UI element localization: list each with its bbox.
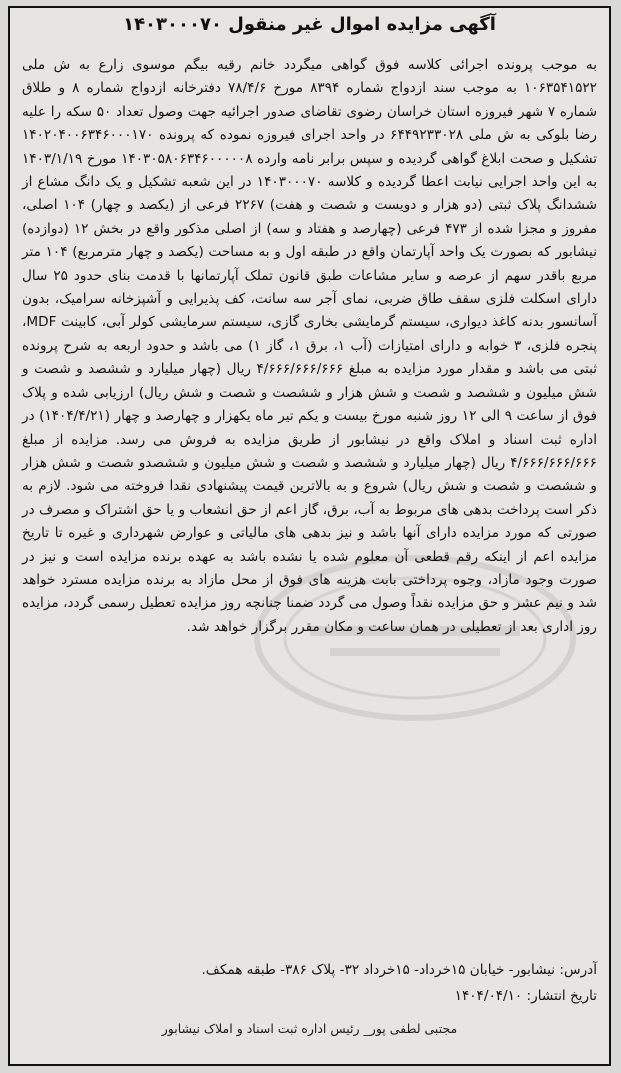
notice-address: آدرس: نیشابور- خیابان ۱۵خرداد- ۱۵خرداد ۳۲- پلاک ۳۸۶- طبقه همکف.	[201, 962, 597, 978]
notice-title: آگهی مزایده اموال غیر منقول ۱۴۰۳۰۰۰۷۰	[123, 14, 496, 35]
signature-line: مجتبی لطفی پور_ رئیس اداره ثبت اسناد و املاک نیشابور	[161, 1021, 458, 1036]
notice-paper	[8, 6, 611, 1066]
publication-date: تاریخ انتشار: ۱۴۰۴/۰۴/۱۰	[454, 988, 597, 1004]
notice-body: به موجب پرونده اجرائی کلاسه فوق گواهی میگردد خانم رقیه بیگم موسوی زارع به ش ملی ۱۰۶۳۵۴۱۵۲۲ به موجب سند ازدواج شماره ۸۳۹۴ مورخ ۷۸/۴/۶ دفترخانه ازدواج شماره ۸ و طلاق شماره ۷ شهر فیروزه استان خراسان رضوی تقاضای صدور اجرائیه جهت وصول تعداد ۵۰ سکه را علیه رضا بلوکی به ش ملی ۶۴۴۹۲۳۳۰۲۸ در واحد اجرای فیروزه نموده که پرونده ۱۴۰۲۰۴۰۰۶۳۴۶۰۰۰۱۷۰ تشکیل و صحت ابلاغ گواهی گردیده و سپس برابر نامه وارده ۱۴۰۳۰۵۸۰۶۳۴۶۰۰۰۰۰۸ مورخ ۱۴۰۳/۱/۱۹ به این واحد اجرایی نیابت اعطا گردیده و کلاسه ۱۴۰۳۰۰۰۷۰ در این شعبه تشکیل و یک دانگ مشاع از ششدانگ پلاک ثبتی (دو هزار و دویست و شصت و هفت) ۲۲۶۷ فرعی از (یکصد و چهار) ۱۰۴ اصلی، مفروز و مجزا شده از ۴۷۳ فرعی (چهارصد و هفتاد و سه) از اصلی مذکور واقع در بخش ۱۲ (دوازده) نیشابور که بصورت یک واحد آپارتمان واقع در طبقه اول و به مساحت (یکصد و چهار مترمربع) ۱۰۴ متر مربع باقدر سهم از عرصه و سایر مشاعات طبق قانون تملک آپارتمانها با قدمت بنای حدود ۲۵ سال دارای اسکلت فلزی سقف طاق ضربی، نمای آجر سه سانت، کف پذیرایی و آشپزخانه سرامیک، بدون آسانسور بدنه کاغذ دیواری، سیستم گرمایشی بخاری گازی، سیستم سرمایشی کولر آبی، کابینت MDF، پنجره فلزی، ۳ خوابه و دارای امتیازات (آب ۱، برق ۱، گاز ۱) می باشد و حدود اربعه به شرح پرونده ثبتی می باشد و مقدار مورد مزایده به مبلغ ۴/۶۶۶/۶۶۶/۶۶۶ ریال (چهار میلیارد و ششصد و شصت و شش میلیون و ششصد و شصت و شش هزار و ششصت و شصت و شش ریال) ارزیابی شده و پلاک فوق از ساعت ۹ الی ۱۲ روز شنبه مورخ بیست و یکم تیر ماه یکهزار و چهارصد و چهار (۱۴۰۴/۴/۲۱) در اداره ثبت اسناد و املاک واقع در نیشابور از طریق مزایده به فروش می رسد. مزایده از مبلغ ۴/۶۶۶/۶۶۶/۶۶۶ ریال (چهار میلیارد و ششصد و شصت و شش میلیون و ششصدو شصت و شش هزار و ششصت و شصت و شش ریال) شروع و به بالاترین قیمت پیشنهادی نقدا فروخته می شود. لازم به ذکر است پرداخت بدهی های مربوط به آب، برق، گاز اعم از حق انشعاب و یا حق اشتراک و مصرف در صورتی که مورد مزایده دارای آنها باشد و نیز بدهی های مالیاتی و عوارض شهرداری و غیره تا تاریخ مزایده اعم از اینکه رقم قطعی آن معلوم شده یا نشده باشد به عهده برنده مزایده است و نیز در صورت وجود مازاد، وجوه پرداختی بابت هزینه های فوق از محل مازاد به برنده مزایده مسترد خواهد شد و نیم عشر و حق مزایده نقداً وصول می گردد ضمنا چنانچه روز مزایده تعطیل رسمی گردد، مزایده روز اداری بعد از تعطیلی در همان ساعت و مکان مقرر برگزار خواهد شد.	[22, 57, 598, 635]
